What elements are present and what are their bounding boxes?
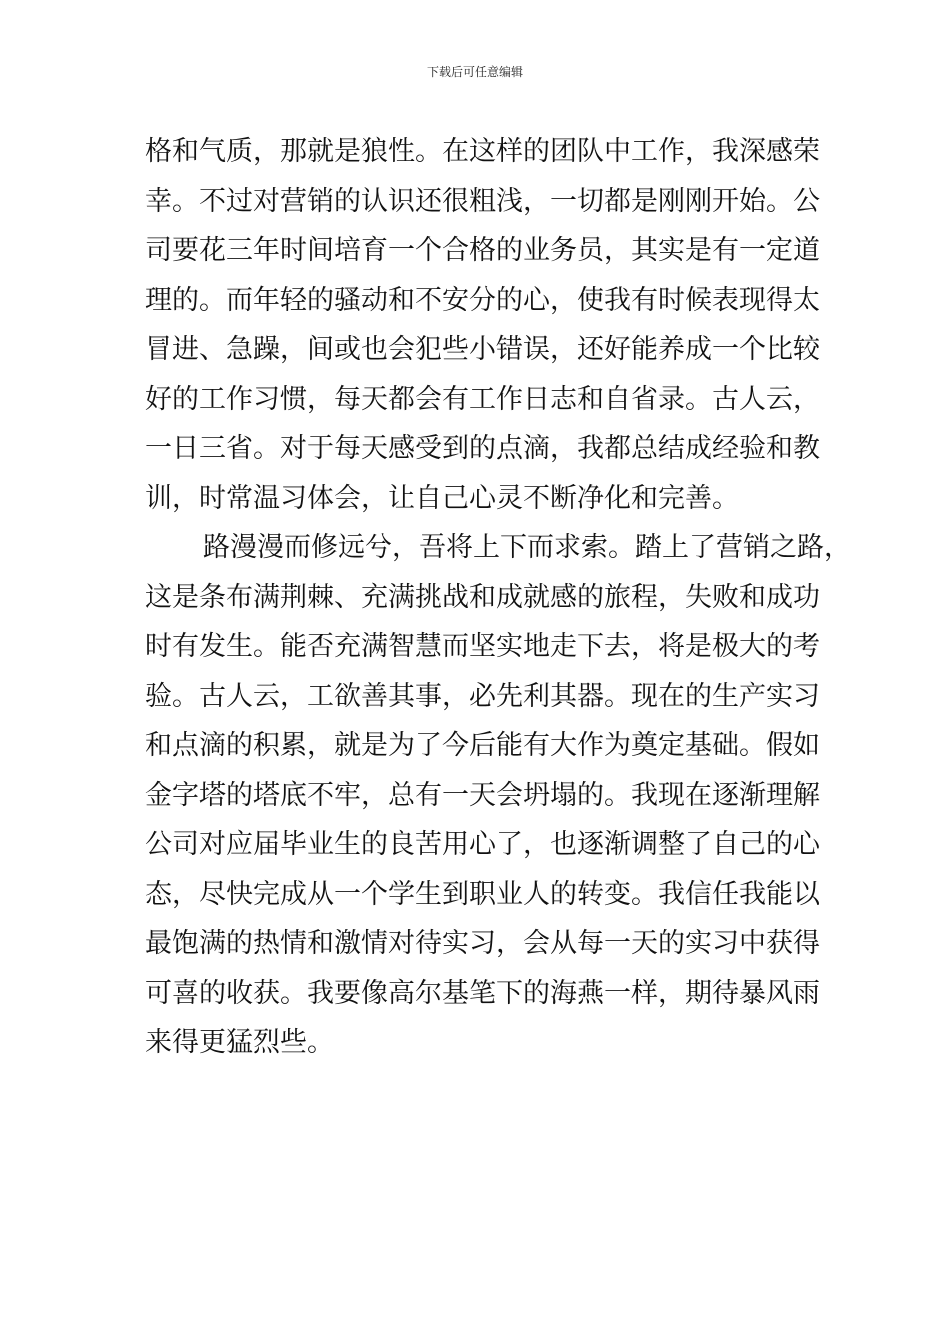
text-line: 司要花三年时间培育一个合格的业务员，其实是有一定道 <box>145 235 820 266</box>
text-line: 训，时常温习体会，让自己心灵不断净化和完善。 <box>145 482 739 514</box>
text-line: 可喜的收获。我要像高尔基笔下的海燕一样，期待暴风雨 <box>145 977 820 1009</box>
text-line: 时有发生。能否充满智慧而坚实地走下去，将是极大的考 <box>145 631 820 662</box>
text-line: 冒进、急躁，间或也会犯些小错误，还好能养成一个比较 <box>145 334 820 365</box>
text-line: 好的工作习惯，每天都会有工作日志和自省录。古人云， <box>145 383 820 415</box>
text-line-indented: 路漫漫而修远兮，吾将上下而求索。踏上了营销之路， <box>203 532 851 563</box>
text-line: 和点滴的积累，就是为了今后能有大作为奠定基础。假如 <box>145 730 820 761</box>
text-line: 格和气质，那就是狼性。在这样的团队中工作，我深感荣 <box>145 136 820 167</box>
text-line: 幸。不过对营销的认识还很粗浅，一切都是刚刚开始。公 <box>145 185 820 217</box>
document-body <box>145 127 851 1068</box>
text-line: 来得更猛烈些。 <box>145 1027 334 1058</box>
text-line: 验。古人云，工欲善其事，必先利其器。现在的生产实习 <box>145 680 820 712</box>
page-header: 下载后可任意编辑 <box>426 65 523 79</box>
paragraph-2 <box>145 523 851 1068</box>
text-line: 最饱满的热情和激情对待实习，会从每一天的实习中获得 <box>145 928 820 959</box>
text-line: 金字塔的塔底不牢，总有一天会坍塌的。我现在逐渐理解 <box>145 779 820 811</box>
text-line: 这是条布满荆棘、充满挑战和成就感的旅程，失败和成功 <box>145 581 820 613</box>
text-line: 理的。而年轻的骚动和不安分的心，使我有时候表现得太 <box>145 284 820 316</box>
text-line: 一日三省。对于每天感受到的点滴，我都总结成经验和教 <box>145 433 820 464</box>
paragraph-1 <box>145 127 820 523</box>
text-line: 公司对应届毕业生的良苦用心了，也逐渐调整了自己的心 <box>145 829 820 860</box>
text-line: 态，尽快完成从一个学生到职业人的转变。我信任我能以 <box>145 878 820 910</box>
